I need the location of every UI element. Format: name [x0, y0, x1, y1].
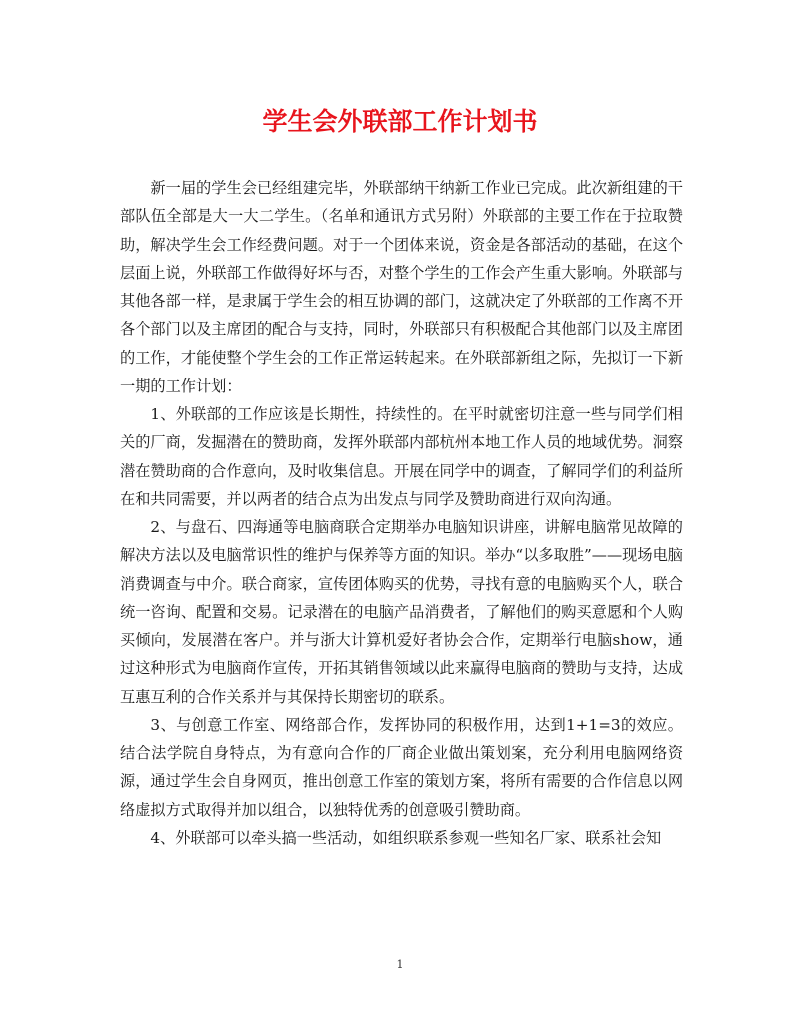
- page-number: 1: [396, 958, 404, 971]
- document-body: [120, 174, 683, 852]
- paragraph-item-1: 1、外联部的工作应该是长期性，持续性的。在平时就密切注意一些与同学们相关的厂商，发掘潜在的赞助商，发挥外联部内部杭州本地工作人员的地域优势。洞察潜在赞助商的合作意向，及时收集信息。开展在同学中的调查，了解同学们的利益所在和共同需要，并以两者的结合点为出发点与同学及赞助商进行双向沟通。: [120, 405, 683, 508]
- paragraph-item-4: 4、外联部可以牵头搞一些活动，如组织联系参观一些知名厂家、联系社会知: [150, 828, 662, 847]
- document-title: 学生会外联部工作计划书: [262, 107, 538, 136]
- paragraph-item-2: 2、与盘石、四海通等电脑商联合定期举办电脑知识讲座，讲解电脑常见故障的解决方法以及电脑常识性的维护与保养等方面的知识。举办“以多取胜”——现场电脑消费调查与中介。联合商家，宣传团体购买的优势，寻找有意的电脑购买个人，联合统一咨询、配置和交易。记录潜在的电脑产品消费者，了解他们的购买意愿和个人购买倾向，发展潜在客户。并与浙大计算机爱好者协会合作，定期举行电脑show，通过这种形式为电脑商作宣传，开拓其销售领域以此来赢得电脑商的赞助与支持，达成互惠互利的合作关系并与其保持长期密切的联系。: [120, 518, 683, 706]
- paragraph-item-3: 3、与创意工作室、网络部合作，发挥协同的积极作用，达到1+1=3的效应。结合法学院自身特点，为有意向合作的厂商企业做出策划案，充分利用电脑网络资源，通过学生会自身网页，推出创意工作室的策划方案，将所有需要的合作信息以网络虚拟方式取得并加以组合，以独特优秀的创意吸引赞助商。: [120, 715, 683, 819]
- paragraph-intro: 新一届的学生会已经组建完毕，外联部纳干纳新工作业已完成。此次新组建的干部队伍全部是大一大二学生。（名单和通讯方式另附）外联部的主要工作在于拉取赞助，解决学生会工作经费问题。对于一个团体来说，资金是各部活动的基础，在这个层面上说，外联部工作做得好坏与否，对整个学生的工作会产生重大影响。外联部与其他各部一样，是隶属于学生会的相互协调的部门，这就决定了外联部的工作离不开各个部门以及主席团的配合与支持，同时，外联部只有积极配合其他部门以及主席团的工作，才能使整个学生会的工作正常运转起来。在外联部新组之际，先拟订一下新一期的工作计划：: [120, 179, 683, 395]
